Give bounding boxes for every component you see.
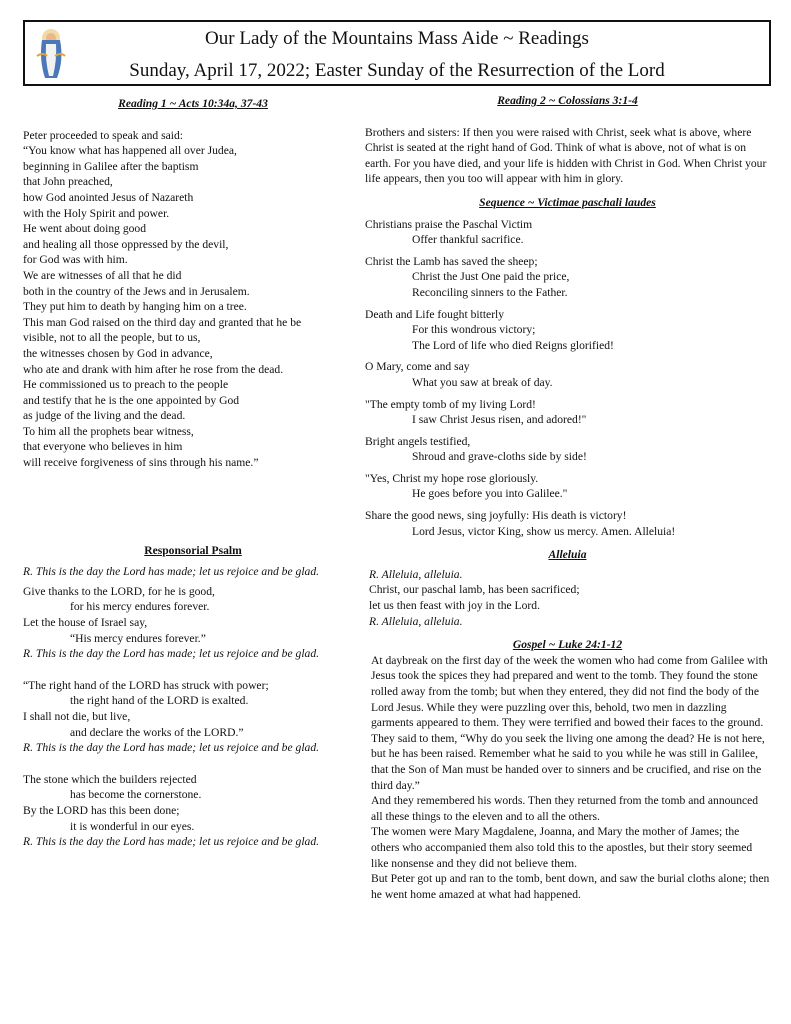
reading1-text [23,128,363,471]
reading1-line: and healing all those oppressed by the devil, [23,237,229,251]
gospel-heading: Gospel ~ Luke 24:1-12 [512,638,623,652]
reading1-line: how God anointed Jesus of Nazareth [23,190,194,204]
alleluia-response: R. Alleluia, alleluia. [369,567,463,581]
psalm-line: has become the cornerstone. [70,788,202,802]
reading1-line: as judge of the living and the dead. [23,409,186,423]
psalm-response: R. This is the day the Lord has made; let us rejoice and be glad. [23,565,320,579]
sequence-verse [365,397,770,428]
reading1-line: He went about doing good [23,222,147,236]
sequence-verse [365,471,770,502]
reading1-line: beginning in Galilee after the baptism [23,159,199,173]
sequence-line: Christians praise the Paschal Victim [365,217,533,231]
psalm-line: and declare the works of the LORD.” [70,725,244,739]
reading1-line: visible, not to all the people, but to us, [23,331,201,345]
sequence-verse [365,434,770,465]
sequence-line: Death and Life fought bitterly [365,307,505,321]
psalm-response: R. This is the day the Lord has made; let us rejoice and be glad. [23,741,320,755]
sequence-line: The Lord of life who died Reigns glorified! [412,338,614,352]
reading2-heading: Reading 2 ~ Colossians 3:1-4 [497,94,638,107]
sequence-line: Offer thankful sacrifice. [412,233,524,247]
gospel-paragraph: But Peter got up and ran to the tomb, bent down, and saw the burial cloths alone; then he went home amazed at what had happened. [371,872,770,901]
alleluia-line: let us then feast with joy in the Lord. [369,599,540,613]
reading1-line: “You know what has happened all over Judea, [23,144,237,158]
sequence-line: Christ the Lamb has saved the sheep; [365,254,538,268]
sequence-verse [365,307,770,354]
sequence-line: What you saw at break of day. [412,375,553,389]
reading1-line: He commissioned us to preach to the people [23,378,229,392]
psalm-stanza-3 [23,772,363,850]
gospel-paragraph: At daybreak on the first day of the week the women who had come from Galilee with Jesus took the spices they had prepared and went to the tomb. They found the stone rolled away from the tomb; but when they entered, they did not find the body of the Lord Jesus. While they were puzzling over this, behold, two men in dazzling garments appeared to them. They were terrified and bowed their faces to the ground. [371,653,768,730]
alleluia-text [365,567,770,629]
sequence-line: O Mary, come and say [365,360,470,374]
reading1-line: that John preached, [23,175,113,189]
psalm-line: Give thanks to the LORD, for he is good, [23,584,215,598]
reading1-line: They put him to death by hanging him on a tree. [23,300,247,314]
sequence-line: "Yes, Christ my hope rose gloriously. [365,471,539,485]
header-title: Our Lady of the Mountains Mass Aide ~ Readings [205,28,589,49]
reading1-line: and testify that he is the one appointed by God [23,393,240,407]
sequence-line: Shroud and grave-cloths side by side! [412,450,587,464]
left-column [23,96,363,850]
sequence-verse [365,359,770,390]
alleluia-response: R. Alleluia, alleluia. [369,614,463,628]
sequence-line: He goes before you into Galilee." [412,487,568,501]
psalm-stanza-2 [23,678,363,756]
psalm-line: it is wonderful in our eyes. [70,819,195,833]
reading1-line: for God was with him. [23,253,128,267]
alleluia-heading: Alleluia [548,548,587,562]
sequence-line: For this wondrous victory; [412,323,536,337]
sequence-verse [365,254,770,301]
right-column [365,93,770,902]
reading2-text: Brothers and sisters: If then you were raised with Christ, seek what is above, where Christ is seated at the right hand of God. Think of what is above, not of what is on earth. For you have died, and your life is hidden with Christ in God. When Christ your life appears, then you too will appear with him in glory. [365,125,767,186]
reading1-line: the witnesses chosen by God in advance, [23,346,213,360]
psalm-line: the right hand of the LORD is exalted. [70,694,249,708]
reading1-heading: Reading 1 ~ Acts 10:34a, 37-43 [118,97,268,110]
sequence-heading: Sequence ~ Victimae paschali laudes [479,195,656,209]
gospel-paragraph: The women were Mary Magdalene, Joanna, and Mary the mother of James; the others who accompanied them also told this to the apostles, but their story seemed like nonsense and they did not believe them. [371,825,753,870]
psalm-response: R. This is the day the Lord has made; let us rejoice and be glad. [23,647,320,661]
reading1-line: both in the country of the Jews and in Jerusalem. [23,284,250,298]
sequence-verse [365,217,770,248]
psalm-line: I shall not die, but live, [23,710,131,723]
sequence-line: Bright angels testified, [365,434,471,448]
psalm-line: “His mercy endures forever.” [70,631,206,645]
sequence-line: Christ the Just One paid the price, [412,270,570,284]
reading1-line: Peter proceeded to speak and said: [23,128,183,142]
sequence-verse [365,508,770,539]
reading1-line: We are witnesses of all that he did [23,268,182,282]
reading1-line: that everyone who believes in him [23,440,183,454]
gospel-paragraph: And they remembered his words. Then they returned from the tomb and announced all these things to the eleven and to all the others. [371,794,759,823]
page-header [23,20,771,86]
psalm-response: R. This is the day the Lord has made; let us rejoice and be glad. [23,835,320,849]
gospel-paragraph: They said to them, “Why do you seek the living one among the dead? He is not here, but he has been raised. Remember what he said to you while he was still in Galilee, that the Son of Man must be handed over to sinners and be crucified, and rise on the third day.” [371,731,765,792]
psalm-line: Let the house of Israel say, [23,616,148,630]
reading1-line: with the Holy Spirit and power. [23,206,170,220]
sequence-line: "The empty tomb of my living Lord! [365,397,536,411]
reading1-line: To him all the prophets bear witness, [23,424,194,438]
gospel-text [365,653,770,903]
header-subtitle: Sunday, April 17, 2022; Easter Sunday of the Resurrection of the Lord [129,60,665,81]
sequence-line: Lord Jesus, victor King, show us mercy. Amen. Alleluia! [412,524,676,538]
psalm-line: The stone which the builders rejected [23,772,197,786]
sequence-line: Reconciling sinners to the Father. [412,285,568,299]
reading1-line: This man God raised on the third day and granted that he be [23,315,302,329]
sequence-line: I saw Christ Jesus risen, and adored!" [412,413,587,427]
psalm-stanza-1 [23,584,363,662]
reading1-line: will receive forgiveness of sins through his name.” [23,456,259,470]
psalm-line: for his mercy endures forever. [70,600,210,614]
reading1-line: who ate and drank with him after he rose from the dead. [23,362,284,376]
sequence-line: Share the good news, sing joyfully: His death is victory! [365,509,627,523]
psalm-heading: Responsorial Psalm [144,543,242,557]
alleluia-line: Christ, our paschal lamb, has been sacrificed; [369,583,580,597]
psalm-line: By the LORD has this been done; [23,803,180,817]
psalm-line: “The right hand of the LORD has struck with power; [23,678,269,692]
